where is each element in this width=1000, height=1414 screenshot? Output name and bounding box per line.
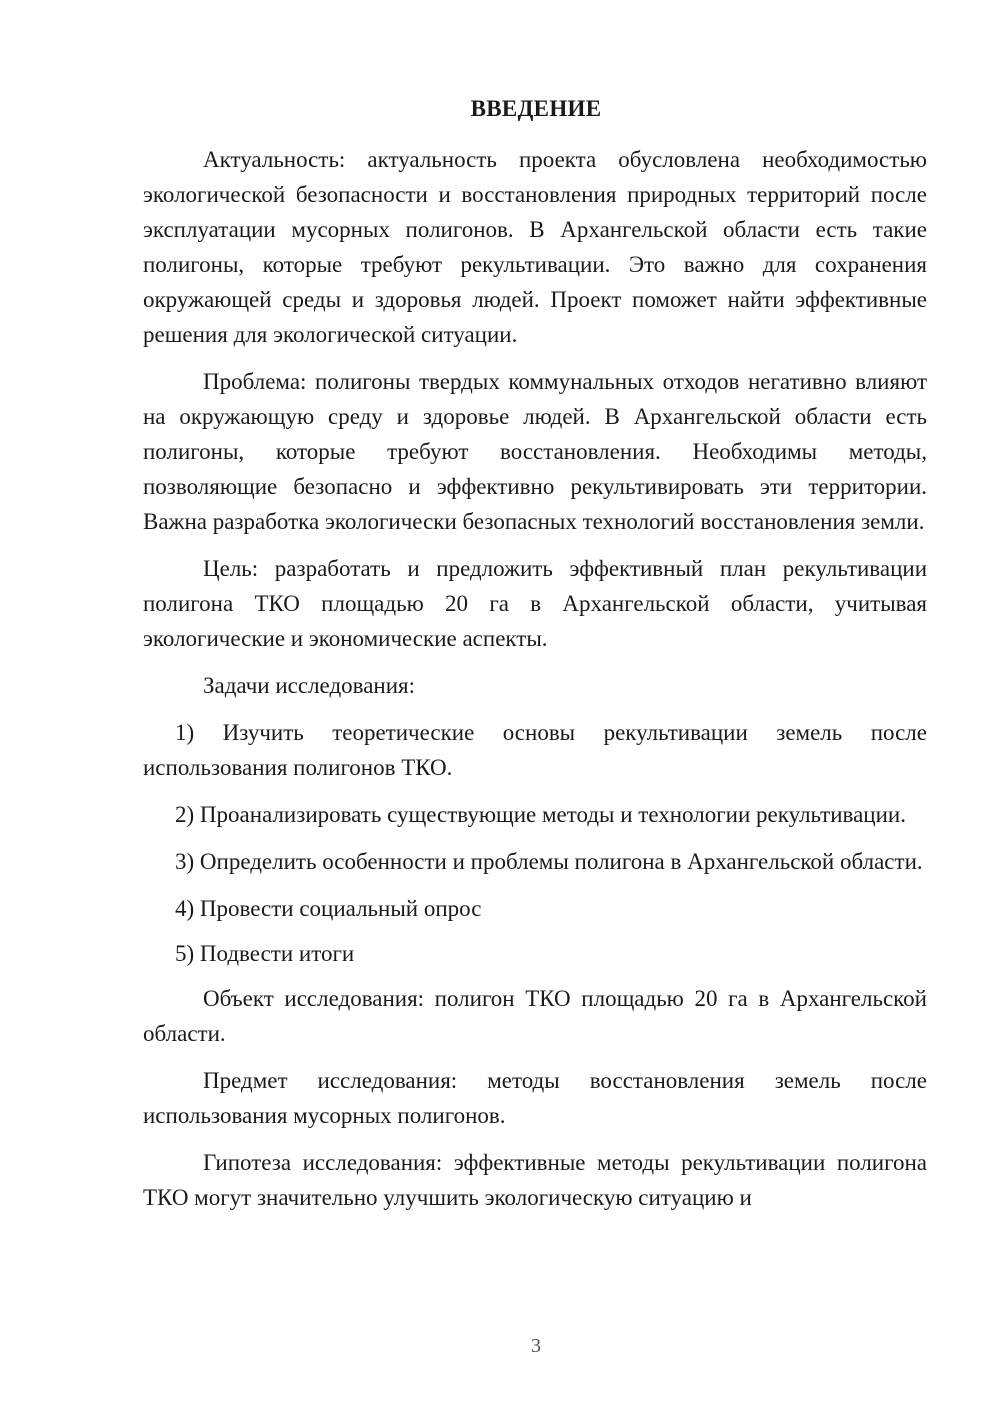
section-heading: ВВЕДЕНИЕ (470, 96, 602, 121)
task-item-5: 5) Подвести итоги (175, 941, 355, 966)
tasks-heading: Задачи исследования: (203, 673, 416, 698)
task-item-3: 3) Определить особенности и проблемы полигона в Архангельской области. (175, 849, 923, 874)
problem-paragraph: Проблема: полигоны твердых коммунальных отходов негативно влияют на окружающую среду и здоровье людей. В Архангельской области есть полигоны, которые требуют восстановления. Необходимы методы, позволяющие безопасно и эффективно рекультивировать эти территории. Важна разработка экологически безопасных технологий восстановления земли. (143, 369, 927, 534)
page-body (143, 142, 927, 1215)
relevance-paragraph: Актуальность: актуальность проекта обусловлена необходимостью экологической безопасности и восстановления природных территорий после эксплуатации мусорных полигонов. В Архангельской области есть такие полигоны, которые требуют рекультивации. Это важно для сохранения окружающей среды и здоровья людей. Проект поможет найти эффективные решения для экологической ситуации. (143, 147, 927, 347)
goal-paragraph: Цель: разработать и предложить эффективный план рекультивации полигона ТКО площадью 20 га в Архангельской области, учитывая экологические и экономические аспекты. (143, 556, 927, 651)
page-number: 3 (531, 1335, 541, 1357)
task-item-4: 4) Провести социальный опрос (175, 896, 482, 921)
object-paragraph: Объект исследования: полигон ТКО площадью 20 га в Архангельской области. (143, 986, 927, 1046)
task-item-2: 2) Проанализировать существующие методы и технологии рекультивации. (175, 802, 906, 827)
subject-paragraph: Предмет исследования: методы восстановления земель после использования мусорных полигонов. (143, 1068, 927, 1128)
hypothesis-paragraph: Гипотеза исследования: эффективные методы рекультивации полигона ТКО могут значительно улучшить экологическую ситуацию и (143, 1150, 927, 1210)
task-item-1: 1) Изучить теоретические основы рекультивации земель после использования полигонов ТКО. (143, 720, 927, 780)
